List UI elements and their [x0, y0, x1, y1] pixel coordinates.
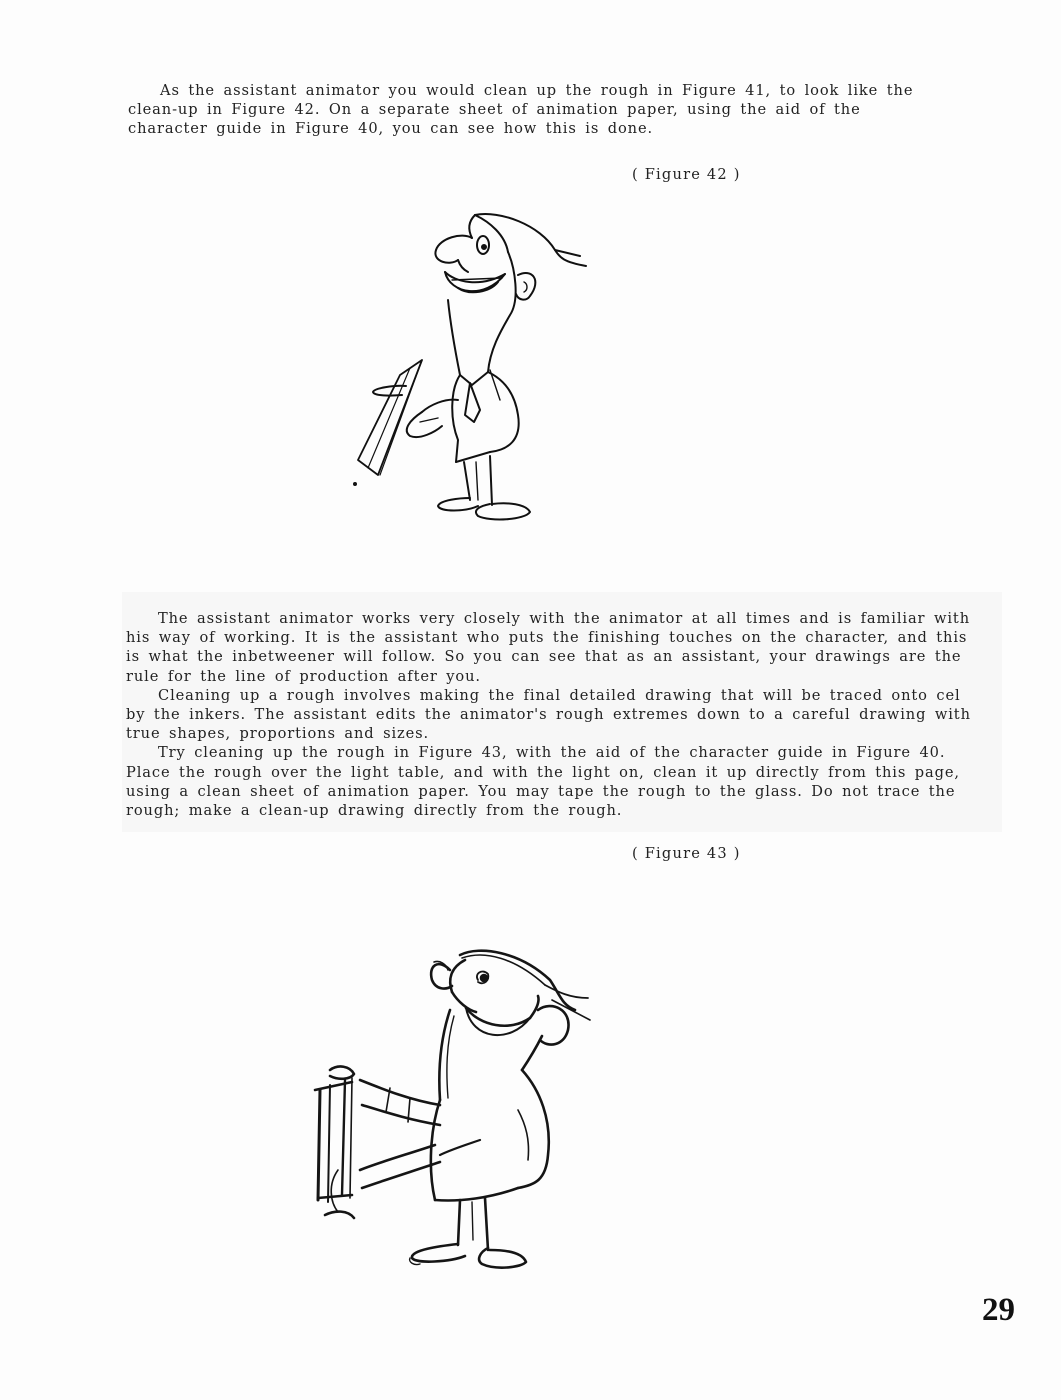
body-paragraph-2: Cleaning up a rough involves making the final detailed drawing that will be traced onto cel by the inkers. The assistant edits the animator's rough extremes down to a careful drawing with true shapes, proportions and sizes. — [126, 686, 971, 743]
page-number: 29 — [982, 1292, 1015, 1328]
intro-text-block — [128, 81, 948, 139]
figure-43-rough-drawing — [290, 940, 610, 1275]
figure-42-caption: ( Figure 42 ) — [632, 166, 741, 183]
intro-paragraph: As the assistant animator you would clean up the rough in Figure 41, to look like the clean-up in Figure 42. On a separate sheet of animation paper, using the aid of the character guide in Figure 40, you can see how this is done. — [128, 82, 914, 138]
body-text-block — [126, 609, 976, 820]
figure-43-caption: ( Figure 43 ) — [632, 845, 741, 862]
figure-42-cleanup-drawing — [340, 200, 600, 530]
body-paragraph-3: Try cleaning up the rough in Figure 43, with the aid of the character guide in Figure 40. Place the rough over the light table, and with the light on, clean it up directly from this page, using a clean sheet of animation paper. You may tape the rough to the glass. Do not trace the rough; make a clean-up drawing directly from the rough. — [126, 744, 960, 820]
body-paragraph-1: The assistant animator works very closely with the animator at all times and is familiar with his way of working. It is the assistant who puts the finishing touches on the character, and this is what the inbetweener will follow. So you can see that as an assistant, your drawings are the rule for the line of production after you. — [126, 610, 970, 685]
